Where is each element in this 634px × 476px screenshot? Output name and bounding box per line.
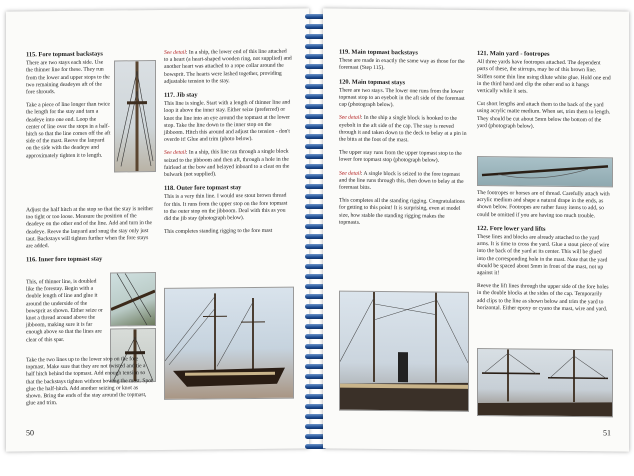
page-number-left: 50 [26, 428, 34, 438]
right-col2-lower [477, 190, 611, 319]
para-seedetail-120a: See detail: In the ship a single block is hooked to the eyebolt in the aft side of the cap. The stay is reeved through it and taken down to the deck to belay at a pin in the bitts at the foot of the mast. [339, 114, 467, 144]
para-115-3: Adjust the half hitch at the stop so that the stay is neither too tight or too loose. Measure the position of the deadeye on the other end of the line. Add and turn in the deadeye. Reeve the lanyard and snug the stay only just taut. Backstays will tighten further when the fore stays are added. [26, 206, 154, 250]
photo-backstays [114, 60, 156, 172]
para-115-1: There are two stays each side. Use the thinner line for these. They run from the lower and upper stops to the two remaining deadeyes aft of the fore shrouds. [26, 59, 110, 96]
left-col1-lower [26, 206, 154, 266]
para-118-2: This completes standing rigging to the fore mast [164, 228, 273, 236]
para-117-1: This line is single. Start with a length of thinner line and loop it above the inner stay. Either seize (preferred) or knot the line into an eye around the topmast at the lower stop. Take the line down to the inner stop on the jibboom. Hitch this around and adjust the tension - don't overdo it! Glue and trim (photo below). [164, 99, 291, 144]
photo-yard [477, 156, 613, 187]
heading-117: 117. Jib stay [164, 91, 198, 99]
para-120-2: The upper stay runs from the upper topmast stop to the lower fore topmast stop (photograph below). [339, 149, 462, 165]
photo-ship-main [339, 291, 469, 412]
para-121-3: The footropes or horses are of thread. Carefully attach with acrylic medium and shape a natural drape in the ends, as shown below. Footropes are rather fussy items to add, so could be omitted if you are having too much trouble. [477, 190, 610, 219]
photo-bowsprit [110, 272, 156, 326]
para-122-1: These lines and blocks are already attached to the yard arms. It is time to cross the yard. Glue a stout piece of wire into the back of the yard at its center. This will be glued into the corresponding hole in the mast. Note that the yard should be spaced about 5mm in front of the mast, not up against it! [477, 234, 610, 277]
heading-118: 118. Outer fore topmast stay [164, 184, 242, 193]
photo-ship-fore [164, 287, 294, 400]
page-number-right: 51 [603, 428, 611, 438]
see-detail-label: See detail [339, 170, 361, 177]
para-seedetail-116: See detail: In a ship, the lower end of this line attached to a heart (a heart-shaped wooden ring, not supplied) and another heart was attached to a rope collar around the bowsprit. The hearts were lashed together, providing adjustable tension to the stay. [164, 48, 292, 85]
right-page [323, 8, 629, 451]
mast-photo-1 [115, 61, 155, 171]
right-col1 [339, 49, 467, 234]
para-122-2: Reeve the lift lines through the upper side of the fore holes in the double blocks at the sides of the cap. Temporarily add clips to the line as shown below and trim the yard to horizontal. Either epoxy or cyano the mast, wire and yard. [477, 283, 609, 313]
heading-122: 122. Fore lower yard lifts [477, 224, 546, 233]
ship-photo-2 [340, 292, 468, 411]
para-116-1: This, of thinner line, is doubled like the forestay. Begin with a double length of line and glue it around the underside of the bowsprit as shown. Either seize or knot a thread around above the jibboom, making sure it is far enough above so that the lines are clear of this spar. [26, 278, 103, 344]
photo-yard-lifts [477, 348, 613, 417]
left-col1-116 [26, 279, 106, 351]
heading-115: 115. Fore topmast backstays [26, 50, 103, 59]
lifts-photo [478, 349, 612, 416]
para-seedetail-117: See detail: In a ship, this line ran through a single block seized to the jibboom and then aft, through a hole in the fairlead at the bow and belayed inboard to a cleat on the bulwark (not supplied). [164, 149, 290, 178]
heading-121: 121. Main yard - footropes [477, 50, 550, 58]
see-detail-label: See detail [164, 150, 186, 157]
para-seedetail-120b: See detail: A single block is seized to the fore topmast and the line runs through this, then down to belay at the foremast bitts. [339, 170, 464, 191]
see-detail-label: See detail [164, 49, 186, 56]
ship-photo-1 [165, 288, 293, 399]
para-120-3: This completes all the standing rigging. Congratulations for getting to this point! It is surprising, even at model size, how stable the standing rigging makes the topmasts. [339, 197, 465, 226]
para-121-2: Cut short lengths and attach them to the back of the yard using acrylic matte medium. When set, trim them to length. They should be cut about 5mm below the bottom of the yard (photograph below). [477, 101, 611, 130]
left-col1-upper [26, 50, 111, 166]
heading-116: 116. Inner fore topmast stay [26, 255, 103, 264]
para-116-2: Take the two lines up to the lower stop on the fore topmast. Make sure that they are not twisted and tie a half hitch behind the topmast. Add enough tension so that the backstays tighten without bowing the mast. Spot glue the half-hitch. Add another seizing or knot as shown. Bring the ends of the stay around the topmast, glue and trim. [26, 356, 153, 407]
bowsprit-photo [111, 273, 155, 325]
para-121-1: All three yards have footropes attached. The dependent parts of these, the stirrups, may be of this brown line. Stiffen some thin line using dilute white glue. Hold one end in the third hand and clip the other end so it hangs vertically while it sets. [477, 59, 611, 95]
yard-photo [478, 157, 612, 186]
heading-119: 119. Main topmast backstays [339, 48, 418, 57]
left-col2 [164, 49, 292, 243]
para-118-1: This is a very thin line. I would use stout brown thread for this. It runs from the upper stop on the fore topmast to the outer stop on the jibboom. Deal with this as you did the jib stay (photograph below). [164, 193, 288, 222]
left-col1-bottom [26, 356, 154, 414]
para-119-1: These are made in exactly the same way as those for the foremast (Step 115). [339, 57, 465, 72]
left-page [6, 8, 309, 451]
para-115-2: Take a piece of line longer than twice the length for the stay and tarn a deadeye into one end. Loop the center of line over the stops in a half-hitch so that the line comes off the aft side of the mast. Reeve the lanyard on the side with the deadeye and approximately tighten it to length. [26, 101, 111, 160]
para-120-1: There are two stays. The lower one runs from the lower topmast stop to an eyebolt in the aft side of the foremast cap (photograph below). [339, 87, 465, 109]
heading-120: 120. Main topmast stays [339, 78, 406, 86]
see-detail-label: See detail [339, 114, 361, 122]
right-col2 [477, 50, 611, 137]
